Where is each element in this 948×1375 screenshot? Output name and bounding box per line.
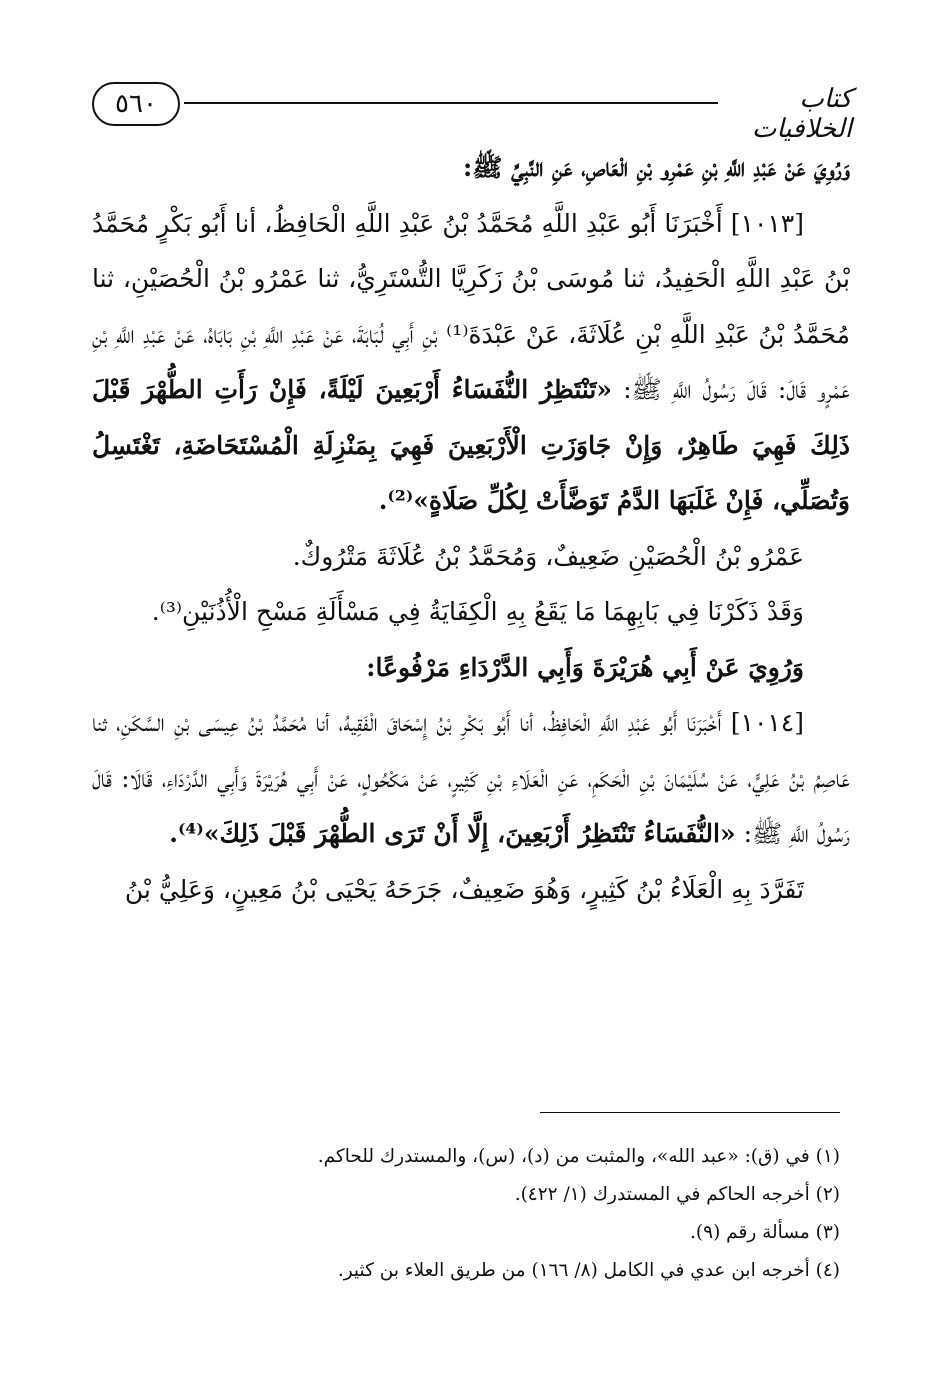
hadith-paragraph-1013	[92, 196, 850, 529]
book-title: كتاب الخلافيات	[751, 84, 852, 144]
section-heading: وَرُوِيَ عَنْ أَبِي هُرَيْرَةَ وَأَبِي الدَّرْدَاءِ مَرْفُوعًا:	[366, 652, 804, 682]
page-number: ٥٦٠	[92, 82, 180, 126]
isnad-text: [١٠١٤] أَخْبَرَنَا أَبُو عَبْدِ اللَّهِ الْحَافِظُ، أنا أَبُو بَكْرِ بْنُ إِسْحَاقَ الْفَقِيهُ، أنا مُحَمَّدُ بْنُ عِيسَى بْنِ السَّكَنِ، ثنا عَاصِمُ بْنُ عَلِيٍّ، عَنْ سُلَيْمَانَ بْنِ الْحَكَمِ، عَنِ الْعَلَاءِ بْنِ كَثِيرٍ، عَنْ مَكْحُولٍ، عَنْ أَبِي هُرَيْرَةَ وَأَبِي الدَّرْدَاءِ، قَالَا: قَالَ رَسُولُ اللَّهِ ﷺ:	[92, 708, 850, 848]
hadith-paragraph-1014	[92, 695, 850, 862]
header-rule	[184, 102, 718, 104]
footnote: (١) في (ق): «عبد الله»، والمثبت من (د)، (س)، والمستدرك للحاكم.	[317, 1146, 840, 1167]
main-text	[92, 140, 850, 917]
hadith-text: «تَنْتَظِرُ النُّفَسَاءُ أَرْبَعِينَ لَيْلَةً، فَإِنْ رَأَتِ الطُّهْرَ قَبْلَ ذَلِكَ فَهِيَ طَاهِرٌ، وَإِنْ جَاوَزَتِ الْأَرْبَعِينَ فَهِيَ بِمَنْزِلَةِ الْمُسْتَحَاضَةِ، تَغْتَسِلُ وَتُصَلِّي، فَإِنْ غَلَبَهَا الدَّمُ تَوَضَّأَتْ لِكُلِّ صَلَاةٍ»⁽²⁾.	[92, 375, 850, 515]
comment-paragraph: عَمْرُو بْنُ الْحُصَيْنِ ضَعِيفٌ، وَمُحَمَّدُ بْنُ عُلَاثَةَ مَتْرُوكٌ.	[292, 541, 804, 571]
footnote-rule	[540, 1112, 840, 1113]
comment-paragraph: تَفَرَّدَ بِهِ الْعَلَاءُ بْنُ كَثِيرٍ، وَهُوَ ضَعِيفٌ، جَرَحَهُ يَحْيَى بْنُ مَعِينٍ، وَعَلِيُّ بْنُ	[124, 874, 804, 904]
page-header	[92, 82, 852, 144]
comment-paragraph: وَقَدْ ذَكَرْنَا فِي بَابِهِمَا مَا يَقَعُ بِهِ الْكِفَايَةُ فِي مَسْأَلَةِ مَسْحِ الْأُذُنَيْنِ⁽³⁾.	[151, 597, 804, 626]
footnote: (٢) أخرجه الحاكم في المستدرك (١/ ٤٢٢).	[514, 1184, 840, 1205]
footnotes	[200, 1138, 840, 1290]
isnad-text: [١٠١٣] أَخْبَرَنَا أَبُو عَبْدِ اللَّهِ مُحَمَّدُ بْنُ عَبْدِ اللَّهِ الْحَافِظُ، أنا أَبُو بَكْرٍ مُحَمَّدُ بْنُ عَبْدِ اللَّهِ الْحَفِيدُ، ثنا مُوسَى بْنُ زَكَرِيَّا التُّسْتَرِيُّ، ثنا عَمْرُو بْنُ الْحُصَيْنِ، ثنا مُحَمَّدُ بْنُ عَبْدِ اللَّهِ بْنِ عُلَاثَةَ، عَنْ عَبْدَةَ⁽¹⁾ بْنِ أَبِي لُبَابَةَ، عَنْ عَبْدِ اللَّهِ بْنِ بَابَاهُ، عَنْ عَبْدِ اللَّهِ بْنِ عَمْرٍو قَالَ: قَالَ رَسُولُ اللَّهِ ﷺ:	[92, 208, 850, 404]
footnote: (٤) أخرجه ابن عدي في الكامل (٨/ ١٦٦) من طريق العلاء بن كثير.	[337, 1260, 840, 1281]
section-heading: وَرُوِيَ عَنْ عَبْدِ اللَّهِ بْنِ عَمْرِو بْنِ الْعَاصِ، عَنِ النَّبِيِّ ﷺ:	[463, 153, 850, 182]
hadith-text: «النُّفَسَاءُ تَنْتَظِرُ أَرْبَعِينَ، إِلَّا أَنْ تَرَى الطُّهْرَ قَبْلَ ذَلِكَ»⁽⁴⁾.	[169, 819, 736, 848]
footnote: (٣) مسألة رقم (٩).	[690, 1222, 840, 1243]
